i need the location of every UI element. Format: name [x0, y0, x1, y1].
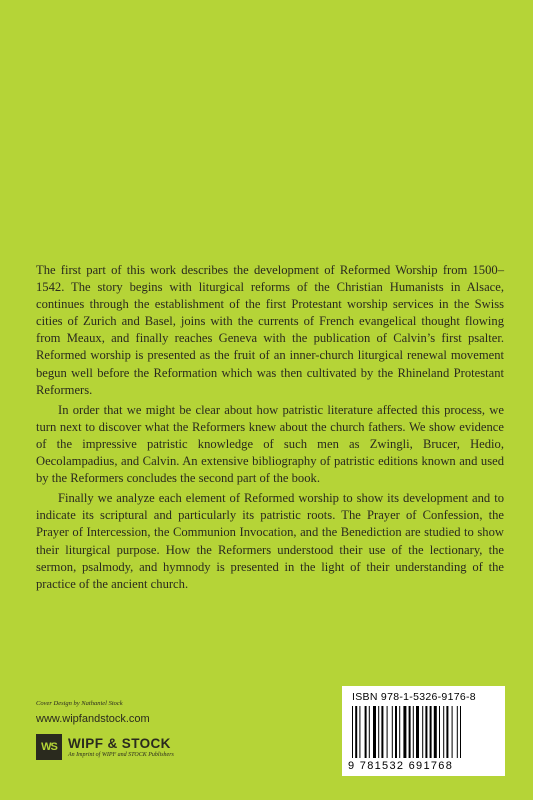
ws-logo-icon: WS — [36, 734, 62, 760]
blurb-paragraph-3: Finally we analyze each element of Reformed worship to show its development and to indicate its scriptural and particularly its patristic roots. The Prayer of Confession, the Prayer of Intercession, the Communion Invocation, and the Benediction are studied to show their liturgical purpose. How the Reformers understood their use of the lectionary, the sermon, psalmody, and hymnody is presented in the light of their understanding of the practice of the ancient church. — [36, 491, 504, 591]
barcode-number: 9 781532 691768 — [348, 760, 454, 772]
back-cover-blurb — [36, 262, 504, 593]
publisher-logo — [36, 734, 174, 760]
blurb-paragraph-2: In order that we might be clear about how patristic literature affected this process, we turn next to discover what the Reformers knew about the church fathers. We show evidence of the impressive patristic knowledge of such men as Zwingli, Brucer, Hedio, Oecolampadius, and Calvin. An extensive bibliography of patristic editions known and used by the Reformers concludes the second part of the book. — [36, 402, 504, 486]
publisher-name: WIPF & STOCK — [68, 735, 171, 751]
publisher-website: www.wipfandstock.com — [36, 713, 150, 725]
isbn-label: ISBN 978-1-5326-9176-8 — [352, 691, 476, 703]
publisher-imprint: An Imprint of WIPF and STOCK Publishers — [68, 751, 174, 758]
cover-design-credit: Cover Design by Nathaniel Stock — [36, 700, 123, 707]
publisher-text — [68, 737, 174, 758]
blurb-paragraph-1: The first part of this work describes the development of Reformed Worship from 1500–1542. The story begins with liturgical reforms of the Christian Humanists in Alsace, continues through the establishment of the first Protestant worship services in the Swiss cities of Zurich and Basel, joins with the currents of French evangelical thought flowing from Meaux, and finally reaches Geneva with the publication of Calvin’s first psalter. Reformed worship is presented as the fruit of an inner-church liturgical renewal movement begun well before the Reformation which was then cultivated by the Rhineland Protestant Reformers. — [36, 263, 504, 397]
barcode-bars-icon — [352, 706, 494, 758]
isbn-barcode — [342, 686, 505, 776]
